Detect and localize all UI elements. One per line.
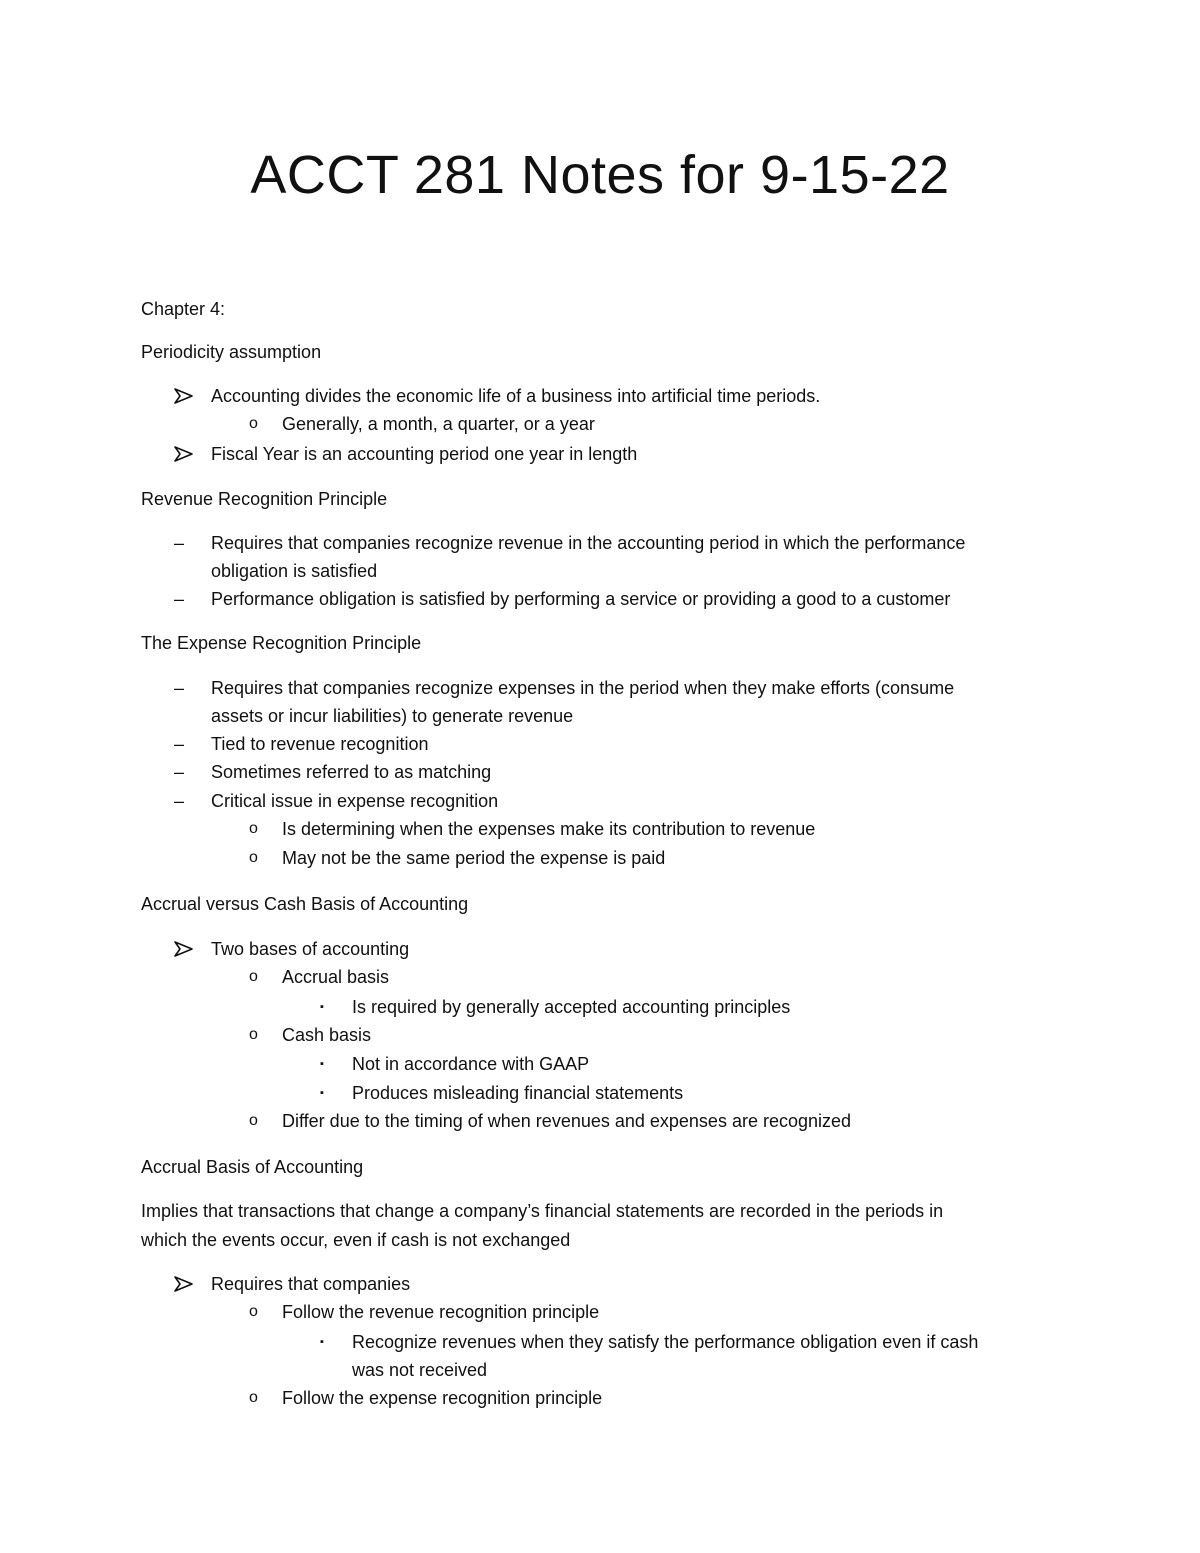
square-bullet-icon: ▪ — [320, 1336, 324, 1348]
circle-bullet-icon: o — [249, 968, 258, 985]
periodicity-heading: Periodicity assumption — [141, 342, 322, 362]
periodicity-bullet-2: Fiscal Year is an accounting period one year in length — [211, 444, 638, 464]
revenue-bullet-2: Performance obligation is satisfied by performing a service or providing a good to a customer — [211, 589, 951, 609]
circle-bullet-icon: o — [249, 1112, 258, 1129]
cash-basis-detail-1: Not in accordance with GAAP — [352, 1054, 590, 1074]
square-bullet-icon: ▪ — [320, 1001, 324, 1013]
differ-item: Differ due to the timing of when revenues and expenses are recognized — [282, 1111, 852, 1131]
square-bullet-icon: ▪ — [320, 1058, 324, 1070]
accrual-basis-heading: Accrual Basis of Accounting — [141, 1157, 364, 1177]
revenue-rule-detail-line-1: Recognize revenues when they satisfy the performance obligation even if cash — [352, 1332, 979, 1352]
dash-bullet-icon: – — [174, 734, 185, 754]
arrow-bullet-icon — [174, 1270, 194, 1292]
dash-bullet-icon: – — [174, 533, 185, 553]
two-bases-bullet: Two bases of accounting — [211, 939, 410, 959]
chapter-label: Chapter 4: — [141, 299, 226, 319]
revenue-heading: Revenue Recognition Principle — [141, 489, 388, 509]
expense-bullet-1-line-1: Requires that companies recognize expenses in the period when they make efforts (consume — [211, 678, 955, 698]
circle-bullet-icon: o — [249, 1389, 258, 1406]
periodicity-sub-bullet: Generally, a month, a quarter, or a year — [282, 414, 595, 434]
accrual-basis-paragraph-line-1: Implies that transactions that change a company’s financial statements are recorded in the periods in — [141, 1201, 944, 1221]
requires-companies-bullet: Requires that companies — [211, 1274, 411, 1294]
circle-bullet-icon: o — [249, 1026, 258, 1043]
square-bullet-icon: ▪ — [320, 1087, 324, 1099]
expense-sub-bullet-1: Is determining when the expenses make its contribution to revenue — [282, 819, 816, 839]
expense-sub-bullet-2: May not be the same period the expense is paid — [282, 848, 666, 868]
accrual-basis-item: Accrual basis — [282, 967, 390, 987]
expense-bullet-4: Critical issue in expense recognition — [211, 791, 499, 811]
expense-bullet-2: Tied to revenue recognition — [211, 734, 429, 754]
dash-bullet-icon: – — [174, 762, 185, 782]
cash-basis-item: Cash basis — [282, 1025, 372, 1045]
accrual-basis-paragraph-line-2: which the events occur, even if cash is not exchanged — [141, 1230, 571, 1250]
arrow-bullet-icon — [174, 935, 194, 957]
revenue-bullet-1-line-1: Requires that companies recognize revenue in the accounting period in which the performance — [211, 533, 966, 553]
revenue-rule-detail-line-2: was not received — [352, 1360, 488, 1380]
expense-heading: The Expense Recognition Principle — [141, 633, 422, 653]
accrual-basis-detail: Is required by generally accepted accounting principles — [352, 997, 791, 1017]
periodicity-bullet-1: Accounting divides the economic life of a business into artificial time periods. — [211, 386, 821, 406]
cash-basis-detail-2: Produces misleading financial statements — [352, 1083, 684, 1103]
dash-bullet-icon: – — [174, 678, 185, 698]
expense-rule-item: Follow the expense recognition principle — [282, 1388, 603, 1408]
revenue-rule-item: Follow the revenue recognition principle — [282, 1302, 600, 1322]
page-title: ACCT 281 Notes for 9-15-22 — [250, 145, 950, 205]
dash-bullet-icon: – — [174, 589, 185, 609]
arrow-bullet-icon — [174, 382, 194, 404]
accrual-vs-cash-heading: Accrual versus Cash Basis of Accounting — [141, 894, 469, 914]
circle-bullet-icon: o — [249, 1303, 258, 1320]
circle-bullet-icon: o — [249, 415, 258, 432]
dash-bullet-icon: – — [174, 791, 185, 811]
revenue-bullet-1-line-2: obligation is satisfied — [211, 561, 378, 581]
expense-bullet-3: Sometimes referred to as matching — [211, 762, 492, 782]
circle-bullet-icon: o — [249, 849, 258, 866]
circle-bullet-icon: o — [249, 820, 258, 837]
expense-bullet-1-line-2: assets or incur liabilities) to generate revenue — [211, 706, 574, 726]
arrow-bullet-icon — [174, 440, 194, 462]
